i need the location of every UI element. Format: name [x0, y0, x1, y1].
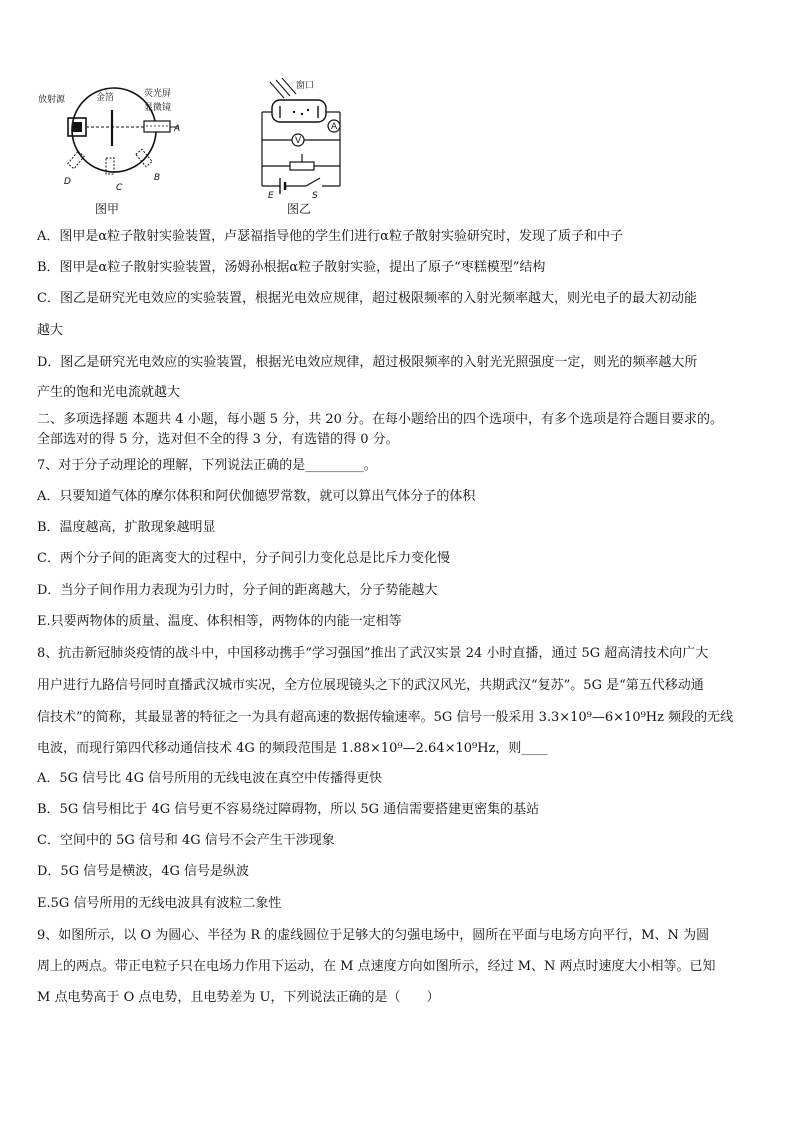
q6-option-b: B．图甲是α粒子散射实验装置，汤姆孙根据α粒子散射实验，提出了原子“枣糕模型”结构 [37, 260, 546, 275]
figure-jia [36, 80, 186, 195]
section2-heading: 二、多项选择题 本题共 4 小题，每小题 5 分，共 20 分。在每小题给出的四个选项中，有多个选项是符合题目要求的。 [37, 412, 724, 427]
ammeter-label: A [331, 122, 338, 132]
q8-stem-line2: 用户进行九路信号同时直播武汉城市实况，全方位展现镜头之下的武汉风光，共期武汉“复苏”。5G 是“第五代移动通 [37, 678, 704, 693]
q9-stem-line3: M 点电势高于 O 点电势，且电势差为 U，下列说法正确的是（ ） [37, 990, 440, 1005]
q6-option-c-cont: 越大 [37, 323, 64, 338]
q8-option-e: E.5G 信号所用的无线电波具有波粒二象性 [37, 896, 282, 911]
q8-stem-line4: 电波，而现行第四代移动通信技术 4G 的频段范围是 1.88×10⁹—2.64×10⁹Hz，则____ [37, 741, 548, 756]
microscope-label: 显微镜 [144, 103, 172, 113]
screen-label: 荧光屏 [144, 89, 172, 99]
q7-stem: 7、对于分子动理论的理解，下列说法正确的是_________。 [37, 458, 377, 473]
q6-option-d: D．图乙是研究光电效应的实验装置，根据光电效应规律，超过极限频率的入射光光照强度一定，则光的频率越大所 [37, 355, 698, 370]
figure-yi [250, 78, 360, 198]
figure-yi-caption: 图乙 [287, 202, 312, 216]
q8-stem-line3: 信技术”的简称，其最显著的特征之一为具有超高速的数据传输速率。5G 信号一般采用 3.3×10⁹—6×10⁹Hz 频段的无线 [37, 710, 734, 725]
q6-option-d-cont: 产生的饱和光电流就越大 [37, 385, 181, 400]
voltmeter-label: V [295, 136, 302, 146]
window-label: 窗口 [296, 81, 315, 91]
q6-option-c: C．图乙是研究光电效应的实验装置，根据光电效应规律，超过极限频率的入射光频率越大，则光电子的最大初动能 [37, 291, 697, 306]
q7-option-d: D．当分子间作用力表现为引力时，分子间的距离越大，分子势能越大 [37, 583, 438, 598]
section2-scoring: 全部选对的得 5 分，选对但不全的得 3 分，有选错的得 0 分。 [37, 432, 399, 447]
pos-d-label: D [64, 177, 71, 187]
q9-stem-line1: 9、如图所示，以 O 为圆心、半径为 R 的虚线圆位于足够大的匀强电场中，圆所在平面与电场方向平行，M、N 为圆 [37, 928, 710, 943]
foil-label: 金箔 [96, 93, 115, 103]
q7-option-a: A．只要知道气体的摩尔体积和阿伏伽德罗常数，就可以算出气体分子的体积 [37, 489, 476, 504]
pos-b-label: B [154, 173, 161, 183]
switch-label: S [312, 191, 318, 198]
battery-label: E [268, 191, 274, 198]
figure-jia-caption: 图甲 [95, 202, 120, 216]
q8-option-b: B．5G 信号相比于 4G 信号更不容易绕过障碍物，所以 5G 通信需要搭建更密集的基站 [37, 802, 540, 817]
q7-option-b: B．温度越高，扩散现象越明显 [37, 520, 216, 535]
q8-option-d: D．5G 信号是横波，4G 信号是纵波 [37, 864, 249, 879]
q6-option-a: A．图甲是α粒子散射实验装置，卢瑟福指导他的学生们进行α粒子散射实验研究时，发现了质子和中子 [37, 229, 623, 244]
source-label: 放射源 [38, 95, 66, 105]
q7-option-e: E.只要两物体的质量、温度、体积相等，两物体的内能一定相等 [37, 614, 402, 629]
q8-option-a: A．5G 信号比 4G 信号所用的无线电波在真空中传播得更快 [37, 771, 383, 786]
q9-stem-line2: 周上的两点。带正电粒子只在电场力作用下运动，在 M 点速度方向如图所示，经过 M、N 两点时速度大小相等。已知 [37, 959, 716, 974]
pos-a-label: A [174, 124, 181, 134]
q7-option-c: C．两个分子间的距离变大的过程中，分子间引力变化总是比斥力变化慢 [37, 551, 450, 566]
q8-stem-line1: 8、抗击新冠肺炎疫情的战斗中，中国移动携手“学习强国”推出了武汉实景 24 小时直播，通过 5G 超高清技术向广大 [37, 646, 709, 661]
pos-c-label: C [116, 183, 123, 193]
q8-option-c: C．空间中的 5G 信号和 4G 信号不会产生干涉现象 [37, 833, 335, 848]
